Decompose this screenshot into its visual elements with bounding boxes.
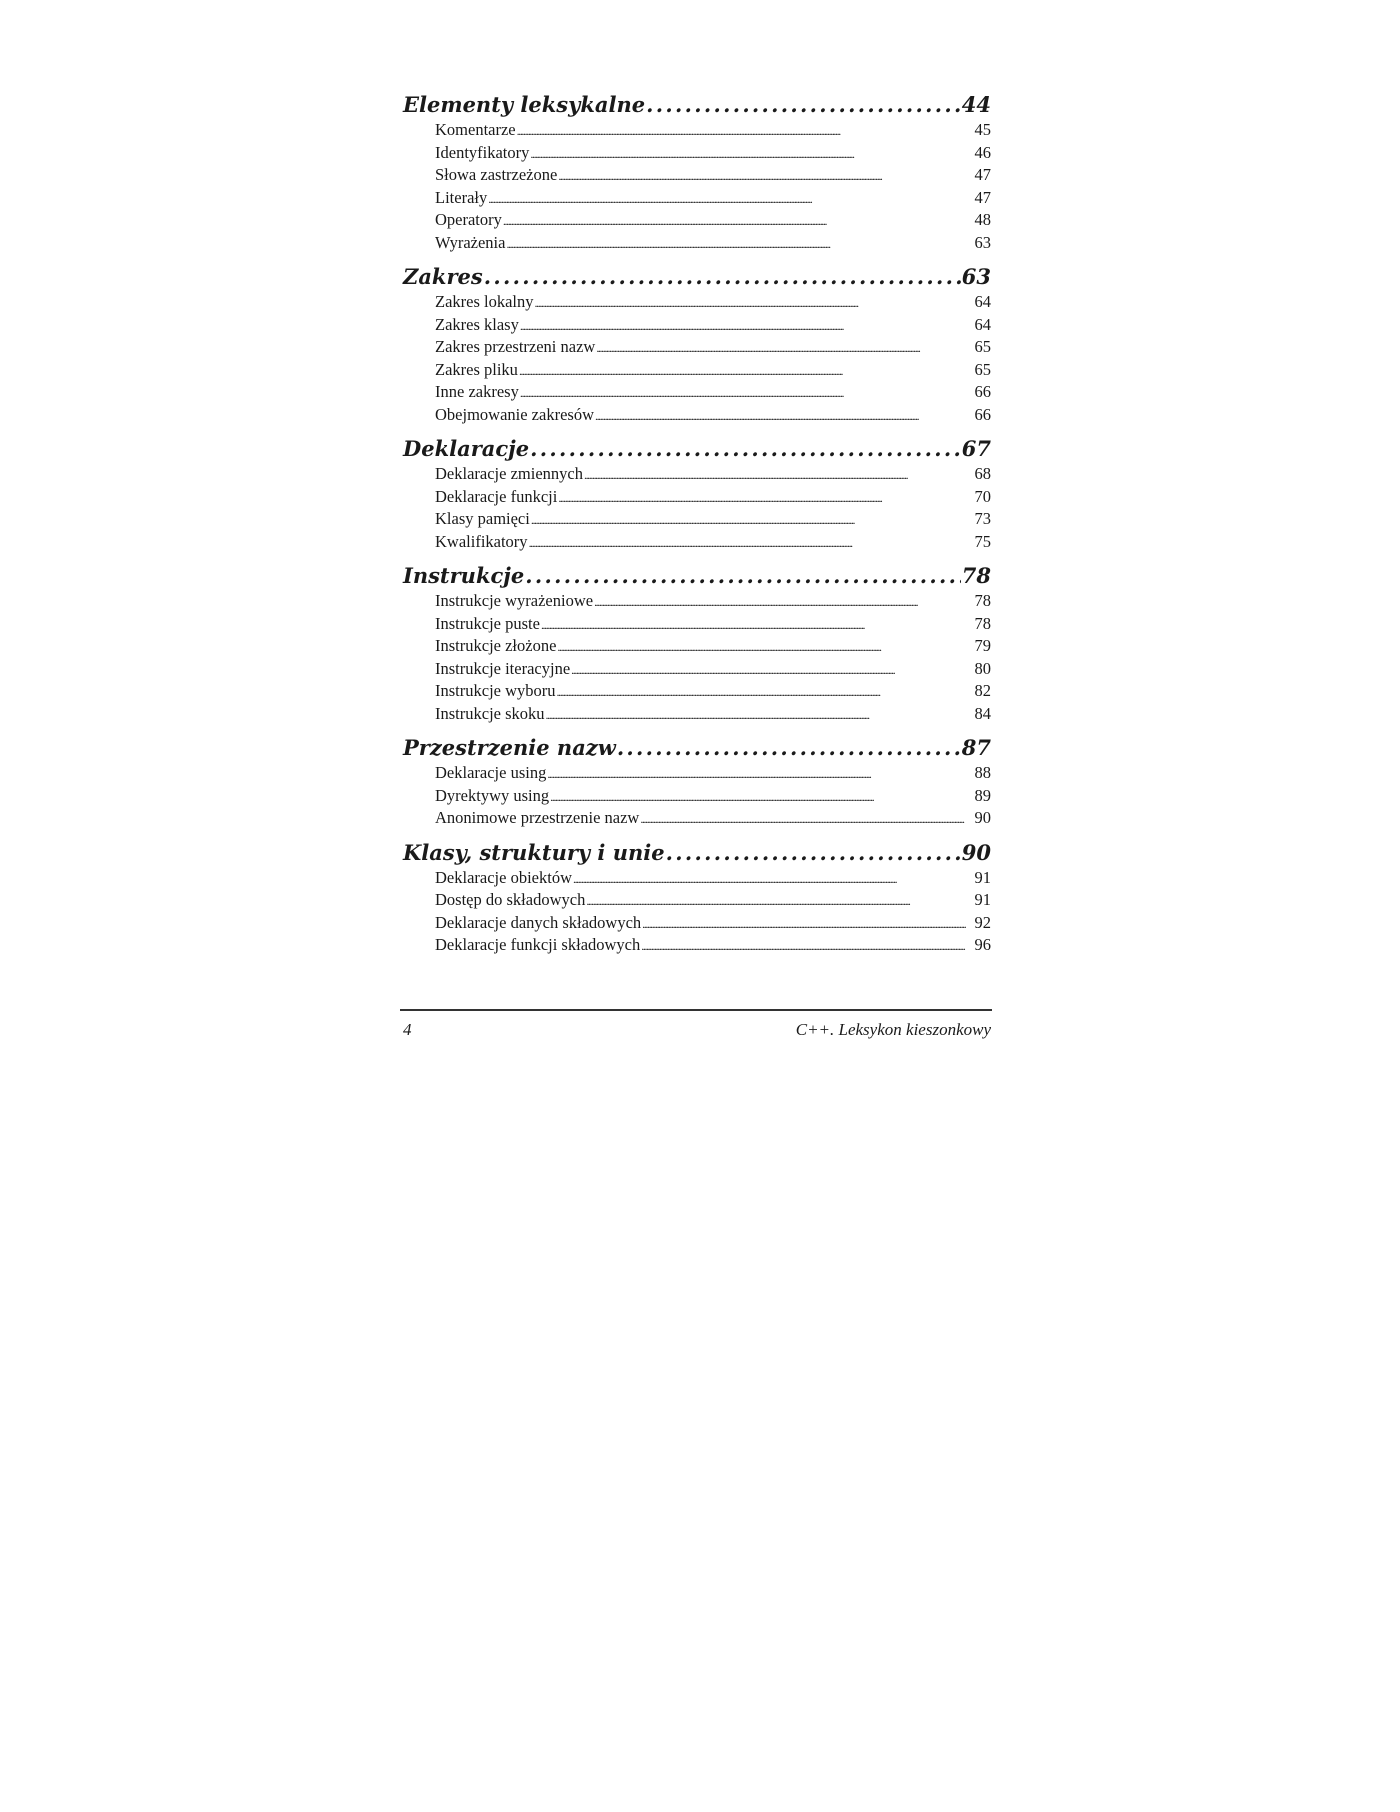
subentry-page-number: 45 — [974, 120, 991, 139]
toc-subentry[interactable] — [403, 291, 991, 314]
subentry-page-number: 66 — [974, 404, 991, 424]
subentry-page-number: 47 — [974, 165, 991, 184]
subentry-title: Zakres przestrzeni nazw — [435, 337, 596, 356]
dot-leader — [529, 531, 974, 555]
subentry-title: Komentarze — [435, 120, 516, 139]
toc-subentry[interactable] — [403, 486, 991, 509]
chapter-page-number: 63 — [961, 264, 991, 289]
dot-leader — [573, 867, 974, 891]
subentry-title: Dyrektywy using — [435, 785, 550, 805]
dot-leader — [535, 291, 974, 315]
chapter-title: Klasy, struktury i unie — [403, 839, 665, 865]
subentry-title: Wyrażenia — [435, 232, 506, 252]
dot-leader — [519, 359, 974, 383]
dot-leader — [550, 785, 973, 809]
subentry-title: Deklaracje obiektów — [435, 867, 572, 887]
toc-subentry[interactable] — [403, 119, 991, 142]
subentry-title: Deklaracje using — [435, 763, 547, 782]
toc-subentry[interactable] — [403, 703, 991, 726]
subentry-title: Dostęp do składowych — [435, 890, 586, 909]
toc-subentry[interactable] — [403, 531, 991, 554]
subentry-page-number: 88 — [974, 763, 991, 782]
toc-subentry[interactable] — [403, 807, 991, 830]
chapter-title: Elementy leksykalne — [403, 92, 646, 117]
dot-leader — [484, 263, 961, 291]
dot-leader — [520, 314, 974, 338]
subentry-page-number: 82 — [974, 681, 991, 700]
subentry-page-number: 64 — [974, 292, 991, 311]
toc-chapter-entry[interactable] — [403, 91, 991, 119]
subentry-title: Instrukcje skoku — [435, 703, 545, 723]
chapter-title: Zakres — [403, 264, 483, 289]
subentry-page-number: 66 — [974, 382, 991, 401]
subentry-page-number: 78 — [974, 613, 991, 633]
subentry-page-number: 84 — [974, 703, 991, 723]
dot-leader — [546, 703, 974, 727]
chapter-title: Przestrzenie nazw — [403, 735, 616, 760]
subentry-title: Inne zakresy — [435, 382, 519, 401]
dot-leader — [531, 508, 974, 532]
subentry-page-number: 78 — [974, 591, 991, 610]
toc-subentry[interactable] — [403, 785, 991, 808]
dot-leader — [596, 336, 973, 360]
subentry-title: Identyfikatory — [435, 142, 530, 162]
toc-section — [403, 435, 991, 553]
toc-subentry[interactable] — [403, 680, 991, 703]
dot-leader — [530, 435, 961, 463]
toc-subentry[interactable] — [403, 164, 991, 187]
dot-leader — [641, 934, 973, 958]
subentry-page-number: 91 — [974, 890, 991, 909]
subentry-page-number: 68 — [974, 464, 991, 483]
dot-leader — [584, 463, 974, 487]
toc-subentry[interactable] — [403, 508, 991, 531]
dot-leader — [617, 734, 961, 762]
toc-subentry[interactable] — [403, 912, 991, 935]
dot-leader — [594, 590, 973, 614]
subentry-title: Instrukcje wyboru — [435, 681, 556, 700]
subentry-page-number: 63 — [974, 232, 991, 252]
chapter-title: Instrukcje — [403, 563, 525, 588]
dot-leader — [488, 187, 973, 211]
subentry-page-number: 92 — [974, 912, 991, 932]
subentry-page-number: 79 — [974, 636, 991, 655]
subentry-title: Literały — [435, 187, 488, 207]
subentry-page-number: 89 — [974, 785, 991, 805]
subentry-title: Zakres klasy — [435, 314, 519, 334]
chapter-page-number: 87 — [961, 735, 991, 760]
toc-section — [403, 734, 991, 830]
dot-leader — [640, 807, 973, 831]
subentry-title: Kwalifikatory — [435, 531, 528, 551]
toc-subentry[interactable] — [403, 187, 991, 210]
subentry-title: Instrukcje złożone — [435, 636, 557, 655]
footer-rule — [400, 1009, 992, 1011]
subentry-title: Klasy pamięci — [435, 509, 530, 528]
dot-leader — [586, 889, 973, 913]
dot-leader — [666, 839, 961, 867]
toc-section — [403, 839, 991, 957]
subentry-title: Zakres pliku — [435, 359, 518, 379]
dot-leader — [517, 119, 974, 143]
footer-page-number: 4 — [403, 1020, 412, 1039]
subentry-title: Deklaracje funkcji — [435, 486, 558, 506]
subentry-page-number: 48 — [974, 210, 991, 229]
subentry-title: Instrukcje puste — [435, 613, 540, 633]
subentry-page-number: 73 — [974, 509, 991, 528]
toc-section — [403, 263, 991, 426]
subentry-page-number: 65 — [974, 337, 991, 356]
chapter-page-number: 44 — [961, 92, 991, 117]
dot-leader — [646, 91, 961, 119]
subentry-title: Instrukcje iteracyjne — [435, 658, 571, 678]
subentry-page-number: 65 — [974, 359, 991, 379]
toc-chapter-entry[interactable] — [403, 435, 991, 463]
subentry-page-number: 46 — [974, 142, 991, 162]
toc-subentry[interactable] — [403, 934, 991, 957]
subentry-page-number: 96 — [974, 935, 991, 954]
chapter-page-number: 90 — [961, 839, 991, 865]
toc-subentry[interactable] — [403, 463, 991, 486]
subentry-page-number: 80 — [974, 658, 991, 678]
subentry-page-number: 91 — [974, 867, 991, 887]
subentry-title: Słowa zastrzeżone — [435, 165, 558, 184]
toc-subentry[interactable] — [403, 635, 991, 658]
dot-leader — [525, 562, 961, 590]
toc-subentry[interactable] — [403, 381, 991, 404]
subentry-page-number: 75 — [974, 531, 991, 551]
toc-section — [403, 562, 991, 725]
chapter-page-number: 67 — [961, 436, 991, 461]
toc-chapter-entry[interactable] — [403, 734, 991, 762]
dot-leader — [558, 486, 973, 510]
dot-leader — [506, 232, 973, 256]
toc-subentry[interactable] — [403, 232, 991, 255]
toc-subentry[interactable] — [403, 613, 991, 636]
page-footer — [403, 1020, 991, 1040]
dot-leader — [642, 912, 973, 936]
toc-chapter-entry[interactable] — [403, 562, 991, 590]
subentry-title: Deklaracje funkcji składowych — [435, 935, 641, 954]
subentry-page-number: 64 — [974, 314, 991, 334]
toc-subentry[interactable] — [403, 404, 991, 427]
subentry-title: Zakres lokalny — [435, 292, 534, 311]
chapter-title: Deklaracje — [403, 436, 530, 461]
dot-leader — [541, 613, 974, 637]
toc-subentry[interactable] — [403, 314, 991, 337]
footer-book-title: C++. Leksykon kieszonkowy — [795, 1020, 991, 1039]
toc-subentry[interactable] — [403, 142, 991, 165]
chapter-page-number: 78 — [961, 563, 991, 588]
subentry-title: Operatory — [435, 210, 502, 229]
dot-leader — [571, 658, 973, 682]
dot-leader — [557, 680, 974, 704]
dot-leader — [558, 164, 973, 188]
subentry-page-number: 70 — [974, 486, 991, 506]
dot-leader — [530, 142, 973, 166]
subentry-page-number: 47 — [974, 187, 991, 207]
toc-subentry[interactable] — [403, 336, 991, 359]
dot-leader — [503, 209, 974, 233]
subentry-title: Instrukcje wyrażeniowe — [435, 591, 594, 610]
subentry-title: Deklaracje zmiennych — [435, 464, 583, 483]
subentry-title: Deklaracje danych składowych — [435, 912, 642, 932]
dot-leader — [547, 762, 973, 786]
subentry-page-number: 90 — [974, 808, 991, 827]
dot-leader — [557, 635, 973, 659]
toc-subentry[interactable] — [403, 658, 991, 681]
toc-subentry[interactable] — [403, 889, 991, 912]
toc-subentry[interactable] — [403, 762, 991, 785]
toc-subentry[interactable] — [403, 359, 991, 382]
toc-chapter-entry[interactable] — [403, 839, 991, 867]
dot-leader — [595, 404, 974, 428]
table-of-contents — [403, 91, 991, 966]
toc-subentry[interactable] — [403, 590, 991, 613]
subentry-title: Anonimowe przestrzenie nazw — [435, 808, 640, 827]
toc-section — [403, 91, 991, 254]
toc-subentry[interactable] — [403, 209, 991, 232]
subentry-title: Obejmowanie zakresów — [435, 404, 594, 424]
dot-leader — [520, 381, 974, 405]
toc-subentry[interactable] — [403, 867, 991, 890]
toc-chapter-entry[interactable] — [403, 263, 991, 291]
